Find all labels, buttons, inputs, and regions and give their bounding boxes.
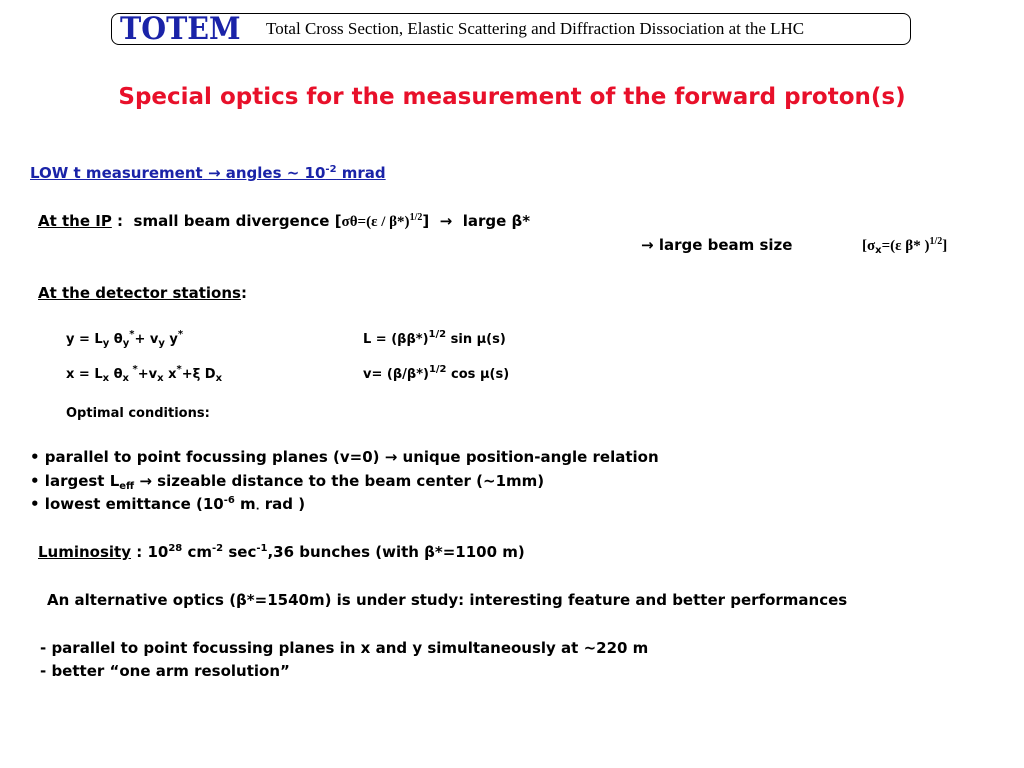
at-ip-line	[38, 212, 530, 231]
luminosity-e2: -2	[212, 543, 224, 554]
detector-label: At the detector stations	[38, 284, 241, 302]
sigma-x-half: 1/2	[929, 236, 943, 247]
v-eq-a: v= (β/β*)	[363, 367, 429, 382]
bullet-largest-sub: eff	[119, 481, 135, 492]
dash-resolution: - better “one arm resolution”	[40, 662, 290, 680]
bullet-largest-leff	[30, 472, 544, 490]
sigma-x-close: ]	[942, 238, 948, 254]
x-eq-sub3: x	[157, 373, 164, 384]
bullet-parallel: • parallel to point focussing planes (v=0) → unique position-angle relation	[30, 448, 659, 466]
bullet-emittance-b: m	[234, 495, 256, 513]
sigma-theta-half: 1/2	[409, 212, 423, 223]
dash-parallel: - parallel to point focussing planes in x and y simultaneously at ~220 m	[40, 639, 649, 657]
luminosity-a: : 10	[131, 543, 169, 561]
sigma-x-open: [σ	[862, 238, 876, 254]
at-ip-text: small beam divergence [	[133, 212, 342, 230]
luminosity-d: ,36 bunches (with β*=1100 m)	[267, 543, 525, 561]
bullet-emittance-exp: -6	[223, 495, 235, 506]
bullet-emittance-dot: ·	[255, 504, 260, 515]
y-equation	[66, 331, 183, 349]
v-eq-tail: cos μ(s)	[446, 367, 510, 382]
at-ip-close: ]	[422, 212, 430, 230]
L-eq-a: L = (ββ*)	[363, 332, 429, 347]
x-eq-theta: θ	[109, 367, 123, 382]
bullet-largest-a: • largest L	[30, 472, 120, 490]
at-ip-arrow: →	[439, 212, 453, 230]
L-eq-half: 1/2	[428, 329, 447, 340]
header-box	[111, 13, 911, 45]
y-eq-star2: *	[177, 329, 184, 340]
x-eq-star: *	[129, 364, 138, 375]
beam-size-arrow: →	[641, 236, 654, 254]
low-t-exp: -2	[325, 164, 337, 175]
x-eq-star2: *	[176, 364, 182, 375]
v-equation	[363, 366, 509, 384]
luminosity-e1: 28	[168, 543, 183, 554]
y-eq-a: y = L	[66, 332, 103, 347]
at-ip-label: At the IP	[38, 212, 112, 230]
sigma-x-expr: =(ε β* )	[881, 238, 930, 254]
low-t-arrow: →	[207, 164, 221, 182]
y-eq-sub3: y	[158, 338, 165, 349]
low-t-angles: angles ~ 10	[225, 164, 326, 182]
detector-line	[38, 284, 247, 302]
bullet-largest-b: → sizeable distance to the beam center (~1mm)	[134, 472, 545, 490]
bullet-emittance	[30, 495, 305, 513]
y-eq-star: *	[129, 329, 135, 340]
luminosity-c: sec	[223, 543, 257, 561]
detector-colon: :	[240, 284, 247, 302]
x-eq-sub4: x	[215, 373, 223, 384]
L-equation	[363, 331, 506, 349]
sigma-x-sub: x	[875, 245, 882, 256]
optimal-conditions: Optimal conditions:	[66, 406, 210, 421]
y-eq-tail: y	[164, 332, 178, 347]
x-eq-mid: +v	[137, 367, 158, 382]
x-equation	[66, 366, 222, 384]
large-beta: large β*	[462, 212, 531, 230]
L-eq-tail: sin μ(s)	[446, 332, 506, 347]
x-eq-x: x	[163, 367, 177, 382]
x-eq-sub1: x	[102, 373, 110, 384]
x-eq-xi: +ξ D	[181, 367, 216, 382]
x-eq-sub2: x	[122, 373, 129, 384]
header-title: Total Cross Section, Elastic Scattering and Diffraction Dissociation at the LHC	[266, 19, 805, 38]
v-eq-half: 1/2	[428, 364, 447, 375]
luminosity-e3: -1	[256, 543, 268, 554]
low-t-unit: mrad	[336, 164, 386, 182]
y-eq-sub2: y	[122, 338, 130, 349]
y-eq-sub1: y	[102, 338, 110, 349]
low-t-line	[30, 164, 386, 182]
at-ip-colon: :	[111, 212, 124, 230]
totem-logo: TOTEM	[120, 11, 241, 47]
beam-size-line	[641, 236, 792, 254]
bullet-emittance-a: • lowest emittance (10	[30, 495, 224, 513]
luminosity-line	[38, 543, 525, 561]
sigma-x-expr-line	[862, 236, 947, 255]
y-eq-theta: θ	[109, 332, 123, 347]
luminosity-b: cm	[182, 543, 213, 561]
low-t-text: LOW t measurement	[30, 164, 203, 182]
alternative-optics: An alternative optics (β*=1540m) is under study: interesting feature and better performances	[47, 591, 848, 609]
slide-title: Special optics for the measurement of the forward proton(s)	[118, 84, 906, 110]
luminosity-label: Luminosity	[38, 543, 132, 561]
x-eq-a: x = L	[66, 367, 103, 382]
bullet-emittance-c: rad )	[259, 495, 306, 513]
sigma-theta-expr: σθ=(ε / β*)	[341, 214, 410, 230]
y-eq-plus: + v	[134, 332, 159, 347]
beam-size-text: large beam size	[658, 236, 793, 254]
